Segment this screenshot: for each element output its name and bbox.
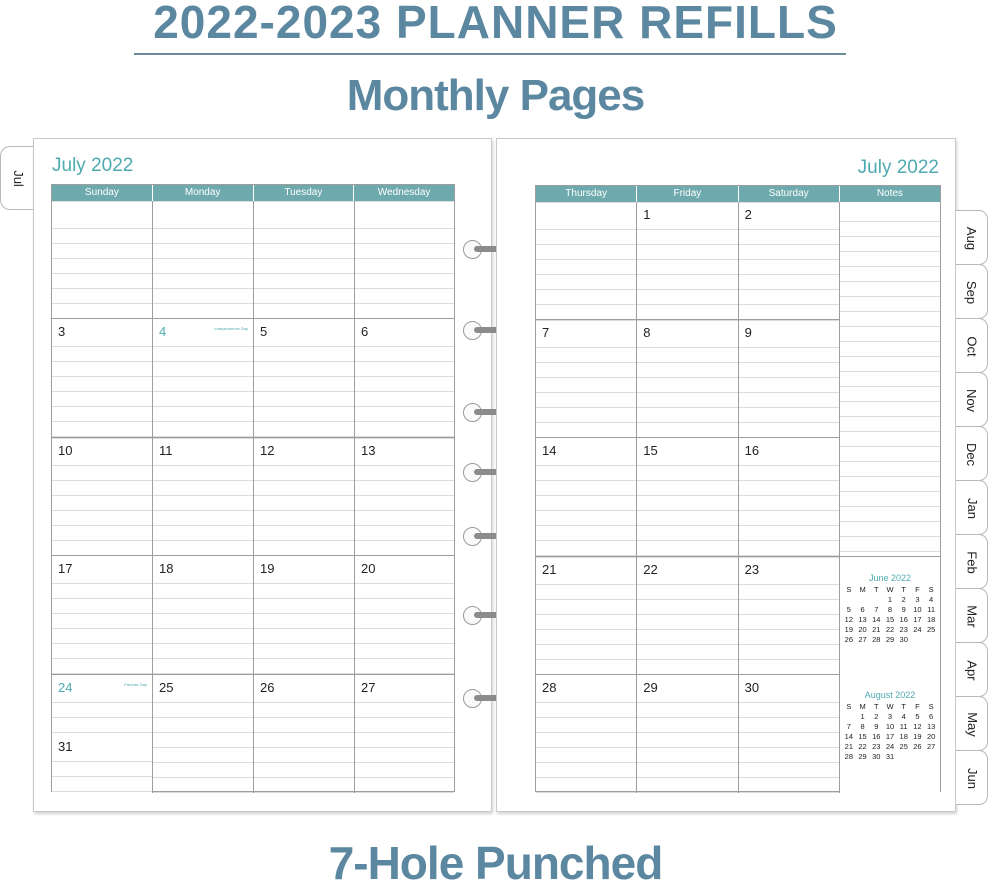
day-cell[interactable] (254, 438, 355, 556)
day-number: 10 (58, 442, 73, 458)
title-divider (134, 53, 846, 55)
weekday-label: Tuesday (254, 185, 355, 201)
day-cell[interactable] (536, 675, 637, 793)
tab-label-wrap (956, 751, 988, 806)
day-number: 28 (542, 679, 557, 695)
mini-day: 20 (926, 732, 936, 741)
tab-label-wrap (956, 427, 988, 482)
day-number: 20 (361, 561, 376, 577)
tab-label: Mar (964, 605, 980, 628)
left-month-heading: July 2022 (52, 155, 134, 176)
page-subtitle: Monthly Pages (346, 71, 645, 120)
day-cell[interactable] (52, 556, 153, 674)
tab-jun[interactable] (956, 750, 988, 805)
mini-day: 25 (926, 625, 936, 634)
mini-day: 16 (872, 732, 881, 741)
tab-sep[interactable] (956, 264, 988, 319)
mini-calendar-days (842, 702, 938, 762)
tab-dec[interactable] (956, 426, 988, 481)
mini-calendar-title: June 2022 (868, 573, 912, 583)
mini-day: 4 (901, 712, 906, 721)
mini-calendar-panel (840, 556, 940, 792)
mini-calendar-title: August 2022 (864, 690, 916, 700)
mini-day: 30 (872, 752, 881, 761)
mini-day: 11 (927, 605, 936, 614)
day-number: 24 (58, 679, 73, 695)
mini-day (924, 635, 938, 645)
tab-label-wrap (956, 697, 988, 752)
mini-day: 23 (872, 742, 881, 751)
mini-day: 17 (913, 615, 922, 624)
tab-may[interactable] (956, 696, 988, 751)
tab-label-wrap (956, 211, 988, 266)
mini-weekday: T (901, 702, 906, 711)
mini-day: 18 (926, 615, 936, 624)
mini-day: 24 (913, 625, 922, 634)
mini-day: 21 (872, 625, 881, 634)
day-cell[interactable] (153, 438, 254, 556)
mini-calendar-august (842, 690, 938, 762)
weekday-label: Monday (153, 185, 254, 201)
footer-caption: 7-Hole Punched (328, 837, 663, 885)
mini-weekday: S (928, 702, 934, 711)
mini-day: 19 (844, 625, 854, 634)
day-cell[interactable] (637, 320, 738, 438)
tab-nov[interactable] (956, 372, 988, 427)
tab-label: Feb (964, 551, 980, 574)
holiday-label: Parents' Day (124, 681, 147, 687)
tab-label-wrap (956, 643, 988, 698)
mini-day: 8 (887, 605, 893, 614)
mini-weekday: T (901, 585, 906, 594)
mini-day: 16 (899, 615, 908, 624)
tab-label-wrap (956, 481, 988, 536)
mini-day: 3 (915, 595, 920, 604)
mini-day: 8 (860, 722, 865, 731)
day-cell[interactable] (355, 556, 454, 674)
tab-label: May (964, 712, 980, 737)
tab-label-wrap (956, 265, 988, 320)
day-cell[interactable] (153, 319, 254, 437)
page-title: 2022-2023 PLANNER REFILLS (153, 0, 838, 48)
day-cell[interactable] (52, 675, 153, 734)
day-cell[interactable] (52, 201, 153, 319)
day-number: 2 (744, 207, 752, 222)
day-cell[interactable] (739, 675, 840, 793)
tab-label: Oct (964, 336, 980, 357)
day-number: 30 (744, 679, 760, 695)
tab-jul[interactable] (0, 146, 36, 210)
mini-day: 7 (846, 722, 851, 731)
day-cell[interactable] (355, 319, 454, 437)
day-number: 3 (58, 324, 66, 340)
day-cell[interactable] (355, 201, 454, 319)
day-cell[interactable] (637, 438, 738, 556)
day-number: 8 (643, 325, 651, 341)
day-cell[interactable] (536, 557, 637, 675)
day-cell[interactable] (536, 438, 637, 556)
day-number: 6 (361, 324, 369, 340)
day-cell[interactable] (637, 202, 738, 320)
notes-lines[interactable] (840, 202, 940, 556)
mini-day: 3 (887, 712, 893, 721)
day-number: 17 (58, 561, 73, 577)
day-cell[interactable] (52, 438, 153, 556)
left-page (33, 138, 492, 812)
day-cell[interactable] (254, 201, 355, 319)
mini-day: 1 (887, 595, 893, 604)
mini-weekday: T (873, 585, 879, 594)
day-number: 19 (260, 561, 275, 577)
mini-weekday: S (846, 585, 852, 594)
mini-day: 18 (899, 732, 908, 741)
mini-day (842, 712, 856, 722)
day-cell[interactable] (52, 734, 153, 793)
day-cell[interactable] (254, 319, 355, 437)
day-cell[interactable] (536, 320, 637, 438)
mini-day: 28 (844, 752, 854, 761)
mini-day: 12 (913, 722, 922, 731)
day-number: 25 (159, 679, 174, 695)
tab-mar[interactable] (956, 588, 988, 643)
mini-weekday: T (873, 702, 879, 711)
mini-day: 30 (899, 635, 908, 644)
day-cell[interactable] (52, 319, 153, 437)
mini-weekday: W (886, 585, 894, 594)
day-cell[interactable] (739, 320, 840, 438)
tab-label-wrap (956, 319, 988, 374)
day-number: 16 (744, 443, 760, 459)
mini-day: 31 (885, 752, 895, 761)
mini-day: 13 (926, 722, 936, 731)
mini-day: 20 (858, 625, 867, 634)
mini-day: 15 (885, 615, 895, 624)
mini-calendar-days (842, 585, 938, 645)
day-number: 7 (542, 325, 550, 341)
day-number: 18 (159, 561, 174, 577)
mini-weekday: M (859, 702, 866, 711)
tab-jan[interactable] (956, 480, 988, 535)
tab-label: Aug (964, 226, 980, 251)
day-cell[interactable] (739, 438, 840, 556)
mini-day: 14 (872, 615, 881, 624)
left-calendar-grid (51, 184, 455, 792)
left-weekday-header (52, 185, 454, 201)
day-number: 13 (361, 442, 376, 458)
weekday-label: Friday (637, 186, 738, 202)
mini-day: 19 (913, 732, 922, 741)
mini-day (856, 595, 870, 605)
tab-aug[interactable] (956, 210, 988, 265)
day-number: 9 (744, 325, 752, 341)
mini-day: 27 (926, 742, 936, 751)
mini-day: 14 (844, 732, 854, 741)
mini-day: 7 (874, 605, 879, 614)
mini-day (842, 595, 856, 605)
tab-oct[interactable] (956, 318, 988, 373)
day-number: 26 (260, 679, 275, 695)
mini-day (897, 752, 911, 762)
mini-weekday: S (846, 702, 852, 711)
mini-weekday: F (915, 585, 920, 594)
day-number: 31 (58, 738, 73, 754)
right-weekday-header (536, 186, 940, 202)
day-number: 23 (744, 561, 760, 577)
day-number: 27 (361, 679, 376, 695)
mini-day (911, 635, 925, 645)
mini-day: 2 (901, 595, 906, 604)
day-number: 21 (542, 561, 557, 577)
tab-label-wrap (956, 535, 988, 590)
tab-label-wrap (956, 589, 988, 644)
mini-day: 12 (844, 615, 854, 624)
mini-day: 10 (885, 722, 895, 731)
weekday-label: Sunday (52, 185, 153, 201)
weekday-label: Wednesday (354, 185, 454, 201)
day-cell[interactable] (536, 202, 637, 320)
right-calendar-grid (535, 185, 941, 792)
day-number: 5 (260, 324, 268, 340)
mini-day: 9 (901, 605, 906, 614)
day-number: 12 (260, 442, 275, 458)
mini-day (869, 595, 883, 605)
mini-day (911, 752, 925, 762)
mini-day: 25 (899, 742, 908, 751)
mini-day: 29 (858, 752, 867, 761)
mini-day: 17 (885, 732, 895, 741)
day-cell[interactable] (254, 556, 355, 674)
tab-label: Apr (964, 660, 980, 681)
right-month-heading: July 2022 (857, 157, 939, 178)
right-page (496, 138, 956, 812)
mini-day: 15 (858, 732, 867, 741)
notes-column-label: Notes (840, 186, 940, 202)
mini-day: 23 (899, 625, 908, 634)
mini-day: 22 (858, 742, 867, 751)
tab-label: Jun (964, 768, 980, 789)
day-number: 22 (643, 561, 658, 577)
day-cell[interactable] (153, 556, 254, 674)
day-number: 11 (159, 442, 173, 458)
day-cell[interactable] (355, 675, 454, 793)
day-number: 15 (643, 443, 658, 459)
day-cell[interactable] (355, 438, 454, 556)
mini-day: 11 (899, 722, 908, 731)
mini-day: 26 (844, 635, 854, 644)
mini-day: 1 (860, 712, 865, 721)
day-cell[interactable] (254, 675, 355, 793)
mini-day: 10 (913, 605, 922, 614)
day-cell[interactable] (739, 557, 840, 675)
mini-day: 24 (885, 742, 895, 751)
mini-weekday: F (915, 702, 920, 711)
mini-day: 28 (872, 635, 881, 644)
mini-day: 5 (846, 605, 851, 614)
mini-day: 9 (874, 722, 879, 731)
mini-calendar-june (842, 573, 938, 645)
holiday-label: Independence Day (214, 326, 248, 332)
mini-day (924, 752, 938, 762)
mini-day: 21 (844, 742, 854, 751)
mini-day: 29 (885, 635, 895, 644)
mini-day: 26 (913, 742, 922, 751)
day-number: 4 (159, 324, 167, 340)
day-number: 14 (542, 443, 557, 459)
day-cell[interactable] (153, 201, 254, 319)
mini-day: 5 (915, 712, 920, 721)
mini-weekday: W (886, 702, 894, 711)
tab-label: Jul (10, 170, 26, 187)
tab-apr[interactable] (956, 642, 988, 697)
day-cell[interactable] (637, 675, 738, 793)
day-number: 29 (643, 679, 658, 695)
mini-weekday: S (928, 585, 934, 594)
tab-label: Sep (964, 280, 980, 305)
day-cell[interactable] (739, 202, 840, 320)
mini-day: 13 (858, 615, 867, 624)
mini-day: 2 (874, 712, 879, 721)
day-cell[interactable] (637, 557, 738, 675)
mini-weekday: M (859, 585, 866, 594)
tab-label: Dec (964, 442, 980, 467)
day-number: 1 (643, 207, 651, 222)
mini-day: 27 (858, 635, 867, 644)
mini-day: 6 (860, 605, 865, 614)
weekday-label: Saturday (739, 186, 840, 202)
mini-day: 6 (929, 712, 934, 721)
mini-day: 22 (885, 625, 895, 634)
weekday-label: Thursday (536, 186, 637, 202)
tab-label-wrap (956, 373, 988, 428)
mini-day: 4 (929, 595, 934, 604)
day-cell[interactable] (153, 675, 254, 793)
tab-label: Nov (964, 388, 980, 413)
tab-feb[interactable] (956, 534, 988, 589)
tab-label: Jan (964, 498, 980, 519)
